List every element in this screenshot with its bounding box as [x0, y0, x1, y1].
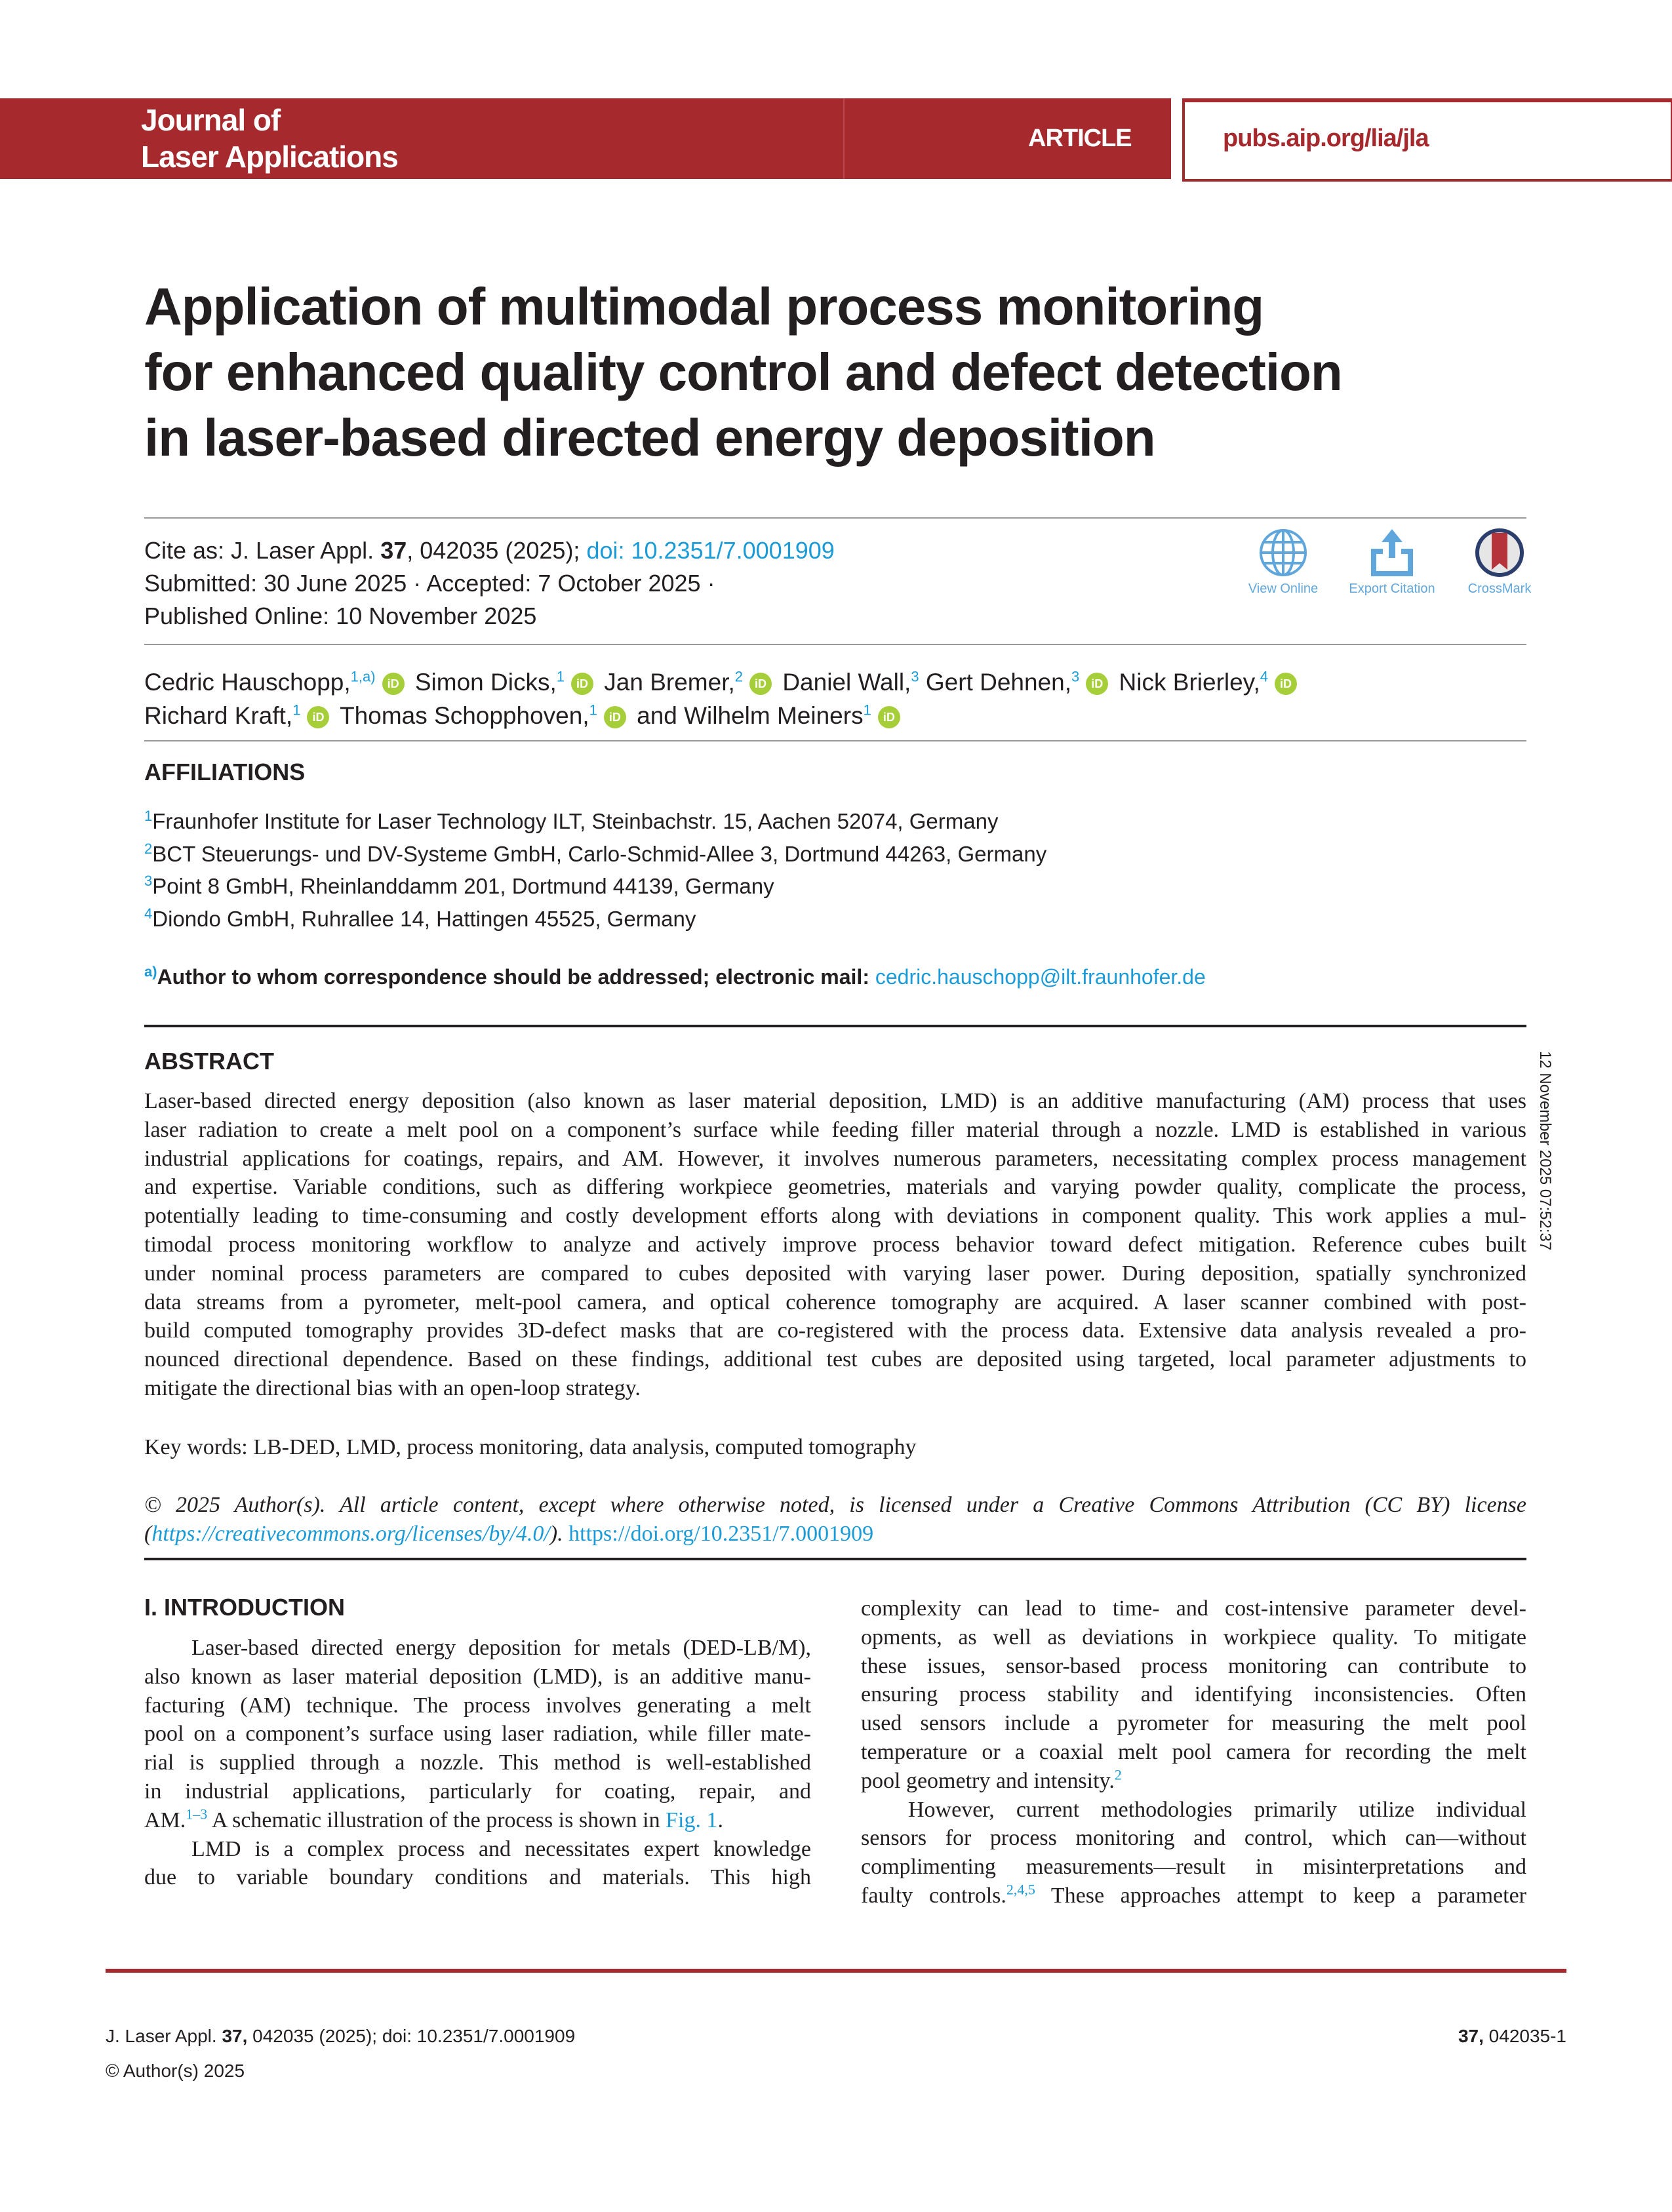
- author[interactable]: [144, 669, 376, 696]
- affiliation: [144, 838, 1046, 871]
- orcid-icon[interactable]: iD: [1086, 673, 1108, 695]
- affiliation-text: BCT Steuerungs- und DV-Systeme GmbH, Carlo-Schmid-Allee 3, Dortmund 44263, Germany: [152, 841, 1047, 866]
- author[interactable]: [782, 669, 919, 696]
- affiliation-text: Fraunhofer Institute for Laser Technology ILT, Steinbachstr. 15, Aachen 52074, Germany: [152, 809, 999, 833]
- divider: [144, 1025, 1526, 1027]
- globe-icon: [1258, 528, 1308, 578]
- author[interactable]: [1119, 669, 1268, 696]
- abstract-line: build computed tomography provides 3D-defect masks that are co-registered with the process data. Extensive data analysis revealed a pro-: [144, 1318, 1526, 1343]
- body-line: complexity can lead to time- and cost-intensive parameter devel-: [861, 1596, 1526, 1621]
- affiliation: [144, 870, 1046, 903]
- affiliation-number: 3: [144, 873, 153, 889]
- divider: [144, 517, 1526, 519]
- abstract-line: mitigate the directional bias with an open-loop strategy.: [144, 1375, 641, 1400]
- article-title: [144, 274, 1587, 471]
- affiliation-number: 4: [144, 905, 153, 922]
- abstract-line: laser radiation to create a melt pool on a component’s surface while feeding filler material through a nozzle. LMD is established in various: [144, 1117, 1526, 1142]
- introduction-heading: I. INTRODUCTION: [144, 1594, 345, 1621]
- cite-rest: , 042035 (2025);: [407, 537, 587, 564]
- article-actions: [0, 528, 1672, 613]
- export-citation-button[interactable]: [1336, 528, 1448, 597]
- body-line: pool on a component’s surface using laser radiation, while filler mate-: [144, 1722, 811, 1747]
- body-line: also known as laser material deposition (LMD), is an additive manu-: [144, 1664, 811, 1689]
- keywords: Key words: LB-DED, LMD, process monitoring, data analysis, computed tomography: [144, 1435, 917, 1459]
- divider: [144, 740, 1526, 741]
- affiliations-heading: AFFILIATIONS: [144, 759, 306, 785]
- correspondence-label: Author to whom correspondence should be addressed; electronic mail:: [157, 965, 875, 989]
- divider: [144, 644, 1526, 645]
- affiliation-text: Diondo GmbH, Ruhrallee 14, Hattingen 45525, Germany: [152, 906, 696, 931]
- abstract-line: and expertise. Variable conditions, such as differing workpiece geometries, materials and varying powder quality, complicate the process,: [144, 1175, 1526, 1200]
- cite-prefix: Cite as: J. Laser Appl.: [144, 537, 381, 564]
- author-name: Richard Kraft,: [144, 702, 293, 729]
- body-line: sensors for process monitoring and control, which can—without: [861, 1826, 1526, 1851]
- cc-license-link[interactable]: https://creativecommons.org/licenses/by/4.0/: [151, 1521, 550, 1546]
- author-name: Nick Brierley,: [1119, 669, 1260, 696]
- author[interactable]: [926, 669, 1079, 696]
- affiliation-number: 1: [144, 808, 153, 824]
- body-line: [144, 1806, 811, 1835]
- publication-date: Published Online: 10 November 2025: [144, 602, 537, 629]
- author-affiliation-sup: 1: [863, 701, 871, 719]
- body-line: opments, as well as deviations in workpiece quality. To mitigate: [861, 1625, 1526, 1649]
- affiliation: [144, 805, 1046, 838]
- right-column: [861, 1594, 1526, 1910]
- doi-link[interactable]: doi: 10.2351/7.0001909: [586, 537, 835, 564]
- reference-link[interactable]: 1–3: [186, 1806, 208, 1823]
- view-online-label: View Online: [1248, 582, 1319, 596]
- body-line: However, current methodologies primarily utilize individual: [908, 1797, 1526, 1822]
- paren: ).: [549, 1521, 569, 1546]
- text: .: [717, 1807, 723, 1832]
- cite-volume: 37: [380, 537, 407, 564]
- abstract-heading: ABSTRACT: [144, 1048, 274, 1075]
- author-name: Gert Dehnen,: [925, 669, 1072, 696]
- body-line: Laser-based directed energy deposition for metals (DED-LB/M),: [191, 1636, 811, 1660]
- article-type-label: ARTICLE: [1028, 125, 1132, 152]
- abstract-line: Laser-based directed energy deposition (also known as laser material deposition, LMD) is an additive manufacturing (AM) process that uses: [144, 1089, 1526, 1113]
- body-line: temperature or a coaxial melt pool camera for recording the melt: [861, 1739, 1526, 1764]
- download-timestamp: 12 November 2025 07:52:37: [1536, 1051, 1554, 1251]
- divider: [144, 1558, 1526, 1560]
- orcid-icon[interactable]: iD: [382, 673, 405, 695]
- crossmark-icon: [1475, 528, 1524, 578]
- title-line: in laser-based directed energy deposition: [144, 408, 1155, 467]
- author-affiliation-sup: 4: [1260, 668, 1268, 685]
- author-affiliation-sup: 3: [1071, 668, 1080, 685]
- author-name: Jan Bremer,: [604, 669, 735, 696]
- reference-link[interactable]: 2,4,5: [1006, 1881, 1035, 1898]
- banner-divider: [843, 98, 845, 179]
- author-line: [144, 699, 1301, 732]
- abstract-line: data streams from a pyrometer, melt-pool camera, and optical coherence tomography are acquired. A laser scanner combined with post-: [144, 1290, 1526, 1314]
- author-affiliation-sup: 1: [589, 701, 597, 719]
- reference-link[interactable]: 2: [1114, 1766, 1122, 1783]
- author-list: [144, 665, 1301, 732]
- journal-url-link[interactable]: pubs.aip.org/lia/jla: [1223, 125, 1429, 152]
- body-line: complimenting measurements—result in misinterpretations and: [861, 1855, 1526, 1880]
- author-name: Thomas Schopphoven,: [340, 702, 589, 729]
- text: faulty controls.: [861, 1883, 1006, 1908]
- journal-name-line2: Laser Applications: [141, 140, 398, 174]
- footer-citation: [106, 2026, 575, 2047]
- license-line: © 2025 Author(s). All article content, except where otherwise noted, is licensed under a Creative Commons Attribution (CC BY) license: [144, 1493, 1526, 1517]
- view-online-button[interactable]: [1227, 528, 1339, 597]
- author-affiliation-sup: 1: [556, 668, 565, 685]
- author-name: Daniel Wall,: [782, 669, 911, 696]
- abstract-line: potentially leading to time-consuming and costly development efforts along with deviations in component quality. This work applies a mul-: [144, 1204, 1526, 1229]
- footer-volume: 37,: [1458, 2026, 1484, 2046]
- body-line: due to variable boundary conditions and materials. This high: [144, 1865, 811, 1890]
- text: 042035-1: [1483, 2026, 1566, 2046]
- affiliation-text: Point 8 GmbH, Rheinlanddamm 201, Dortmund 44139, Germany: [152, 874, 774, 898]
- affiliations-list: [144, 805, 1046, 935]
- footer-volume: 37,: [222, 2026, 248, 2046]
- export-citation-label: Export Citation: [1349, 582, 1435, 596]
- abstract-line: industrial applications for coatings, repairs, and AM. However, it involves numerous parameters, necessitating complex process management: [144, 1146, 1526, 1171]
- left-column: [144, 1634, 811, 1892]
- journal-name-line1: Journal of: [141, 103, 281, 137]
- page-number: [1458, 2026, 1566, 2047]
- text: J. Laser Appl.: [106, 2026, 222, 2046]
- abstract-line: timodal process monitoring workflow to analyze and actively improve process behavior toward defect mitigation. Reference cubes built: [144, 1232, 1526, 1257]
- title-line: Application of multimodal process monitoring: [144, 277, 1264, 336]
- body-line: ensuring process stability and identifying inconsistencies. Often: [861, 1682, 1526, 1707]
- author[interactable]: [637, 702, 871, 729]
- orcid-icon[interactable]: iD: [878, 706, 900, 728]
- text: pool geometry and intensity.: [861, 1768, 1115, 1793]
- orcid-icon[interactable]: iD: [571, 673, 593, 695]
- body-line: rial is supplied through a nozzle. This method is well-established: [144, 1750, 811, 1775]
- license-line: [144, 1520, 1526, 1549]
- author-name: and Wilhelm Meiners: [637, 702, 864, 729]
- author[interactable]: [340, 702, 597, 729]
- body-line: LMD is a complex process and necessitates expert knowledge: [191, 1836, 811, 1861]
- body-line: [861, 1767, 1526, 1796]
- doi-url-link[interactable]: https://doi.org/10.2351/7.0001909: [568, 1521, 874, 1546]
- orcid-icon[interactable]: iD: [307, 706, 329, 728]
- crossmark-label: CrossMark: [1467, 582, 1532, 596]
- author-affiliation-sup: 2: [734, 668, 744, 685]
- crossmark-button[interactable]: [1444, 528, 1555, 597]
- text: AM.: [144, 1807, 186, 1832]
- text: A schematic illustration of the process is shown in: [207, 1807, 666, 1832]
- text: These approaches attempt to keep a parameter: [1035, 1883, 1526, 1908]
- affiliation-number: 2: [144, 840, 153, 857]
- license-statement: [144, 1491, 1526, 1549]
- body-line: in industrial applications, particularly for coating, repair, and: [144, 1779, 811, 1804]
- submission-dates: Submitted: 30 June 2025 · Accepted: 7 October 2025 ·: [144, 570, 715, 597]
- share-export-icon: [1367, 528, 1417, 578]
- author[interactable]: [144, 702, 300, 729]
- author[interactable]: [415, 669, 565, 696]
- orcid-icon[interactable]: iD: [1275, 673, 1297, 695]
- author-name: Cedric Hauschopp,: [144, 669, 351, 696]
- affiliation: [144, 903, 1046, 936]
- orcid-icon[interactable]: iD: [749, 673, 772, 695]
- author-affiliation-sup: 1: [292, 701, 301, 719]
- author[interactable]: [604, 669, 743, 696]
- correspondence-note: [144, 965, 1206, 989]
- abstract-line: nounced directional dependence. Based on these findings, additional test cubes are deposited using targeted, local parameter adjustments to: [144, 1347, 1526, 1372]
- paren: (: [144, 1521, 152, 1546]
- journal-name: [141, 102, 398, 175]
- footer-copyright: © Author(s) 2025: [106, 2061, 245, 2081]
- figure-link[interactable]: Fig. 1: [666, 1807, 718, 1832]
- abstract-text: [144, 1087, 1526, 1403]
- abstract-line: under nominal process parameters are compared to cubes deposited with varying laser power. During deposition, spatially synchronized: [144, 1261, 1526, 1286]
- author-affiliation-sup: 3: [911, 668, 919, 685]
- body-line: these issues, sensor-based process monitoring can contribute to: [861, 1653, 1526, 1678]
- orcid-icon[interactable]: iD: [604, 706, 626, 728]
- author-affiliation-sup: 1,a): [350, 668, 376, 685]
- text: 042035 (2025); doi: 10.2351/7.0001909: [247, 2026, 576, 2046]
- author-name: Simon Dicks,: [414, 669, 557, 696]
- email-link[interactable]: cedric.hauschopp@ilt.fraunhofer.de: [875, 965, 1206, 989]
- body-line: facturing (AM) technique. The process involves generating a melt: [144, 1693, 811, 1718]
- body-line: [861, 1882, 1526, 1910]
- body-line: used sensors include a pyrometer for measuring the melt pool: [861, 1711, 1526, 1736]
- title-line: for enhanced quality control and defect detection: [144, 343, 1342, 401]
- footer-rule: [106, 1969, 1566, 1973]
- author-line: [144, 665, 1301, 699]
- correspondence-sup: a): [144, 963, 157, 980]
